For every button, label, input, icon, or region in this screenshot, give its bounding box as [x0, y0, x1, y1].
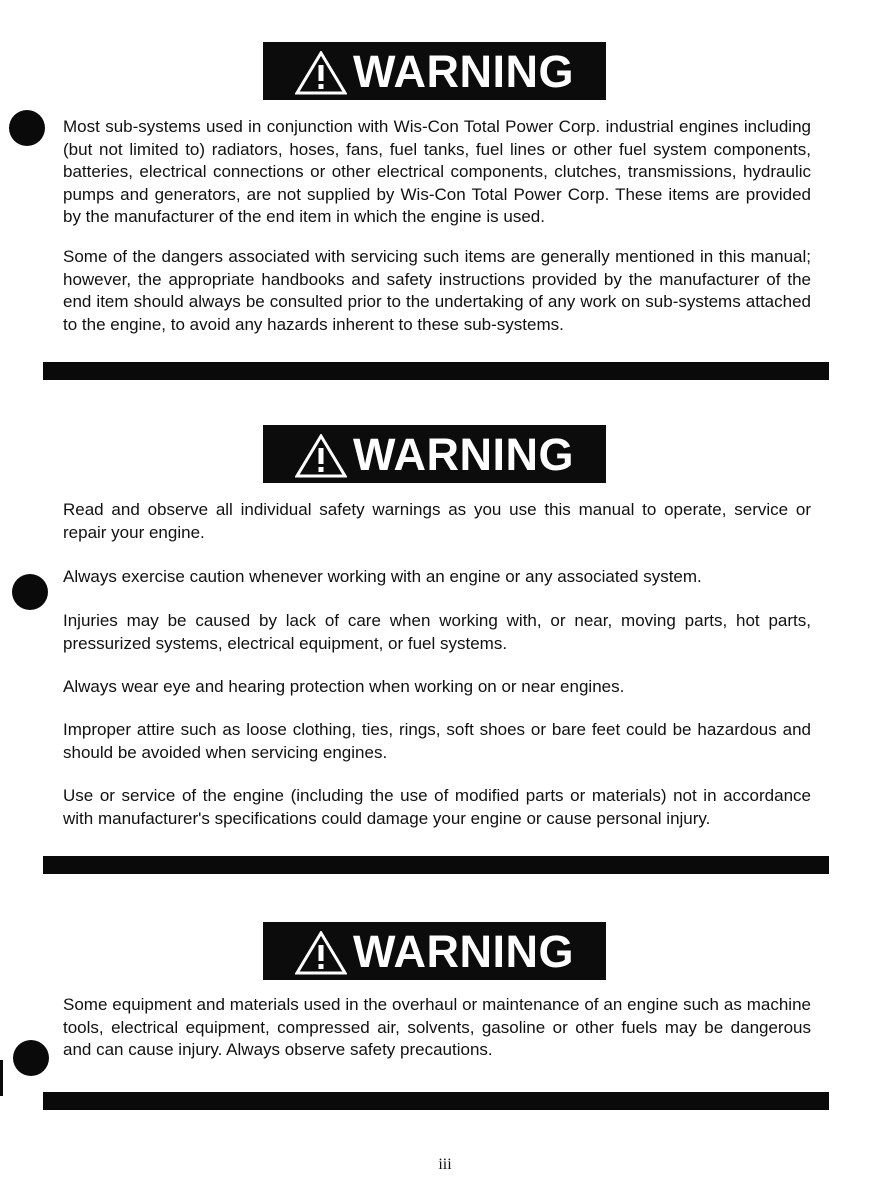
section-divider [43, 1092, 829, 1110]
page-number: iii [438, 1156, 452, 1173]
scan-edge-mark [0, 1060, 3, 1096]
paragraph: Most sub-systems used in conjunction with Wis-Con Total Power Corp. industrial engines including (but not limited to) radiators, hoses, fans, fuel tanks, fuel lines or other fuel system components, batteries, electrical connections or other electrical components, clutches, transmissions, hydraulic pumps and generators, are not supplied by Wis-Con Total Power Corp. These items are provided by the manufacturer of the end item in which the engine is used. [63, 117, 811, 226]
warning-banner-3 [263, 922, 606, 980]
bullet-dot [12, 574, 48, 610]
warning-banner-1 [263, 42, 606, 100]
warning-label: WARNING [353, 45, 574, 97]
bullet-dot [13, 1040, 49, 1076]
paragraph: Read and observe all individual safety warnings as you use this manual to operate, service or repair your engine. [63, 500, 811, 542]
paragraph: Improper attire such as loose clothing, ties, rings, soft shoes or bare feet could be hazardous and should be avoided when servicing engines. [63, 720, 811, 762]
section-divider [43, 856, 829, 874]
paragraph: Use or service of the engine (including the use of modified parts or materials) not in accordance with manufacturer's specifications could damage your engine or cause personal injury. [63, 786, 811, 828]
section-divider [43, 362, 829, 380]
warning-label: WARNING [353, 925, 574, 977]
warning-banner-2 [263, 425, 606, 483]
paragraph: Always wear eye and hearing protection when working on or near engines. [63, 677, 625, 696]
bullet-dot [9, 110, 45, 146]
paragraph: Injuries may be caused by lack of care when working with, or near, moving parts, hot parts, pressurized systems, electrical equipment, or fuel systems. [63, 611, 811, 653]
paragraph: Some equipment and materials used in the overhaul or maintenance of an engine such as machine tools, electrical equipment, compressed air, solvents, gasoline or other fuels may be dangerous and can cause injury. Always observe safety precautions. [63, 995, 811, 1059]
warning-label: WARNING [353, 428, 574, 480]
paragraph: Always exercise caution whenever working with an engine or any associated system. [63, 567, 702, 586]
warning-triangle-icon [295, 434, 347, 478]
paragraph: Some of the dangers associated with servicing such items are generally mentioned in this manual; however, the appropriate handbooks and safety instructions provided by the manufacturer of the end item should always be consulted prior to the undertaking of any work on sub-systems attached to the engine, to avoid any hazards inherent to these sub-systems. [63, 247, 811, 334]
warning-triangle-icon [295, 51, 347, 95]
warning-triangle-icon [295, 931, 347, 975]
